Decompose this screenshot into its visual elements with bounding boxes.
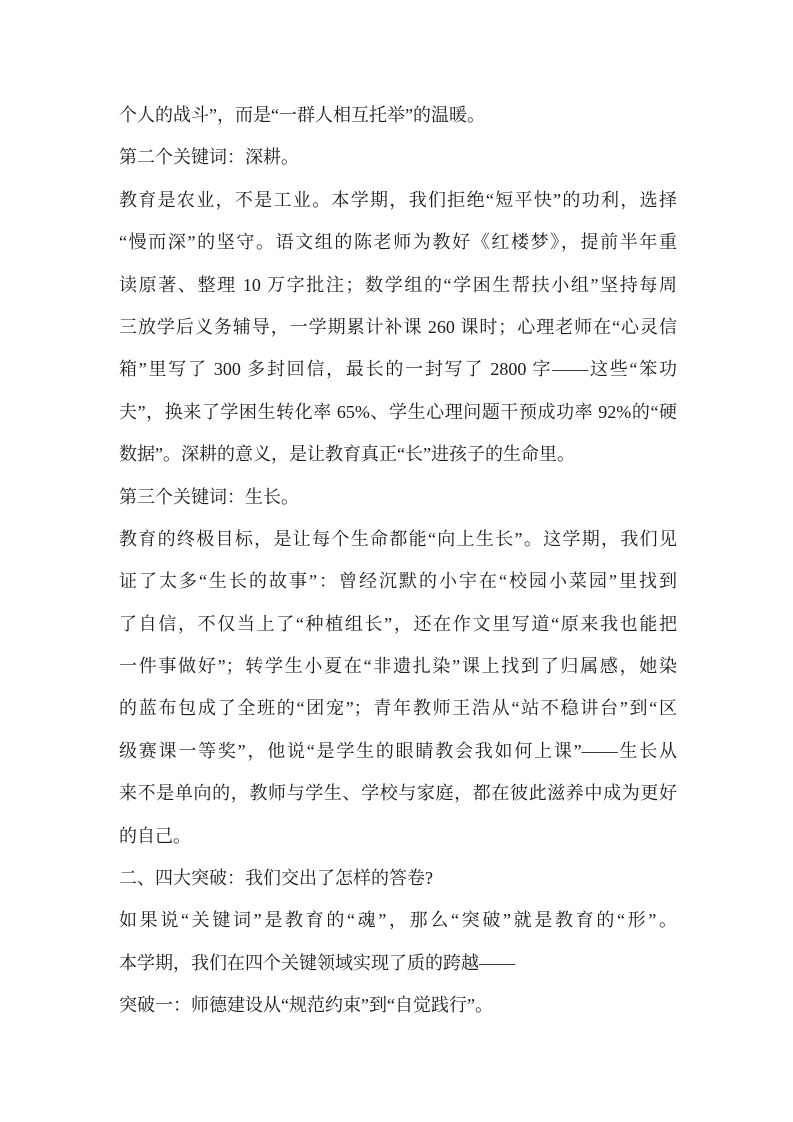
text-line: 本学期，我们在四个关键领域实现了质的跨越—— — [119, 952, 515, 973]
text-line: 证了太多“生长的故事”：曾经沉默的小宇在“校园小菜园”里找到 — [119, 571, 677, 592]
text-line: 级赛课一等奖”，他说“是学生的眼睛教会我如何上课”——生长从 — [119, 740, 677, 761]
text-line: 个人的战斗”，而是“一群人相互托举”的温暖。 — [119, 105, 485, 125]
text-line: 的自己。 — [119, 825, 191, 846]
text-line: 一件事做好”；转学生小夏在“非遗扎染”课上找到了归属感，她染 — [119, 656, 677, 677]
text-line: 数据”。深耕的意义，是让教育真正“长”进孩子的生命里。 — [119, 444, 575, 465]
text-line: 第三个关键词：生长。 — [119, 486, 299, 507]
text-line: 读原著、整理 10 万字批注；数学组的“学困生帮扶小组”坚持每周 — [119, 274, 677, 295]
text-line: 如果说“关键词”是教育的“魂”，那么“突破”就是教育的“形”。 — [119, 910, 677, 931]
text-line: 二、四大突破：我们交出了怎样的答卷? — [119, 868, 433, 889]
text-line: 第二个关键词：深耕。 — [119, 147, 299, 168]
text-line: 箱”里写了 300 多封回信，最长的一封写了 2800 字——这些“笨功 — [119, 359, 677, 380]
text-line: 三放学后义务辅导，一学期累计补课 260 课时；心理老师在“心灵信 — [119, 316, 677, 337]
text-line: 的蓝布包成了全班的“团宠”；青年教师王浩从“站不稳讲台”到“区 — [119, 698, 677, 719]
text-line: 了自信，不仅当上了“种植组长”，还在作文里写道“原来我也能把 — [119, 613, 677, 634]
text-line: 夫”，换来了学困生转化率 65%、学生心理问题干预成功率 92%的“硬 — [119, 401, 677, 422]
text-line: 教育的终极目标，是让每个生命都能“向上生长”。这学期，我们见 — [119, 528, 677, 549]
text-line: 来不是单向的，教师与学生、学校与家庭，都在彼此滋养中成为更好 — [119, 783, 677, 804]
text-line: “慢而深”的坚守。语文组的陈老师为教好《红楼梦》，提前半年重 — [119, 232, 677, 253]
text-line: 突破一：师德建设从“规范约束”到“自觉践行”。 — [119, 995, 493, 1016]
text-line: 教育是农业，不是工业。本学期，我们拒绝“短平快”的功利，选择 — [119, 189, 677, 210]
